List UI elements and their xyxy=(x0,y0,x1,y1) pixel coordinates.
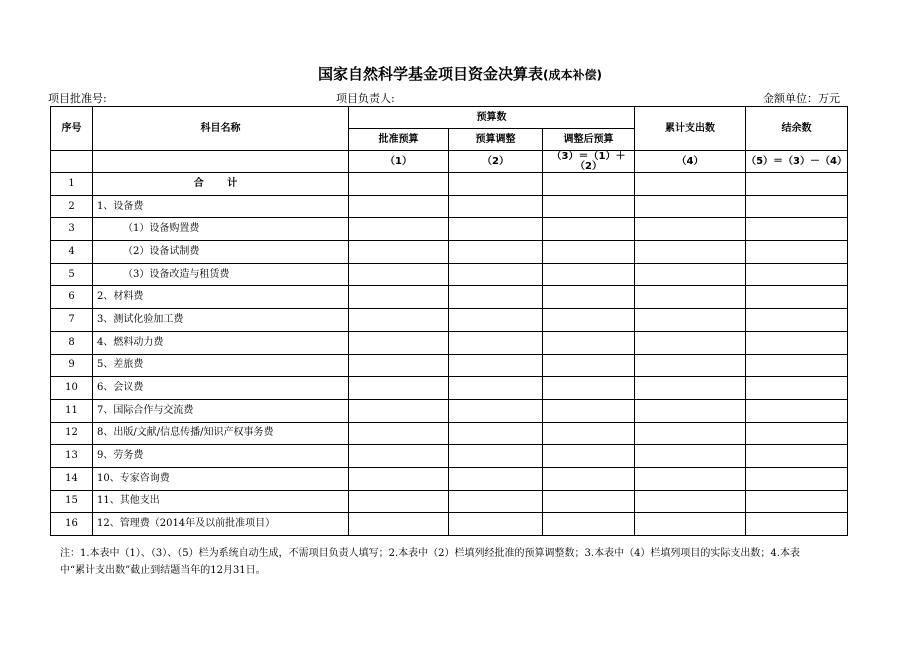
header-blank-seq xyxy=(51,151,93,173)
row-subject: 12、管理费（2014年及以前批准项目） xyxy=(93,513,349,536)
note-line-2: 中“累计支出数”截止到结题当年的12月31日。 xyxy=(60,565,266,576)
row-number: 11 xyxy=(51,399,93,422)
title-main: 国家自然科学基金项目资金决算表 xyxy=(318,65,544,83)
header-col2: （2） xyxy=(449,151,543,173)
amount-unit-label: 金额单位：万元 xyxy=(763,92,840,105)
header-seq: 序号 xyxy=(51,107,93,151)
table-row xyxy=(51,309,848,332)
row-subject: 10、专家咨询费 xyxy=(93,467,349,490)
cell-adjusted[interactable] xyxy=(543,309,635,332)
cell-adjust[interactable] xyxy=(449,490,543,513)
cell-balance[interactable] xyxy=(746,490,848,513)
table-row xyxy=(51,218,848,241)
row-subject: 合 计 xyxy=(93,173,349,196)
cell-adjusted[interactable] xyxy=(543,354,635,377)
row-number: 5 xyxy=(51,263,93,286)
table-row xyxy=(51,399,848,422)
cell-approved[interactable] xyxy=(349,195,449,218)
cell-adjusted[interactable] xyxy=(543,445,635,468)
row-number: 14 xyxy=(51,467,93,490)
table-row xyxy=(51,467,848,490)
cell-balance[interactable] xyxy=(746,195,848,218)
row-number: 2 xyxy=(51,195,93,218)
header-subject: 科目名称 xyxy=(93,107,349,151)
header-balance: 结余数 xyxy=(746,107,848,151)
cell-balance[interactable] xyxy=(746,218,848,241)
title-suffix: (成本补偿) xyxy=(543,68,602,82)
cell-balance[interactable] xyxy=(746,513,848,536)
row-number: 3 xyxy=(51,218,93,241)
row-subject: 4、燃料动力费 xyxy=(93,331,349,354)
row-number: 1 xyxy=(51,173,93,196)
table-row xyxy=(51,513,848,536)
cell-approved[interactable] xyxy=(349,399,449,422)
header-col4: （4） xyxy=(635,151,746,173)
cell-approved[interactable] xyxy=(349,241,449,264)
row-subject: 1、设备费 xyxy=(93,195,349,218)
cell-adjusted[interactable] xyxy=(543,377,635,400)
cell-approved[interactable] xyxy=(349,354,449,377)
cell-adjusted[interactable] xyxy=(543,173,635,196)
table-row xyxy=(51,263,848,286)
cell-cumulative[interactable] xyxy=(635,354,746,377)
cell-approved[interactable] xyxy=(349,218,449,241)
cell-adjusted[interactable] xyxy=(543,513,635,536)
cell-balance[interactable] xyxy=(746,354,848,377)
cell-cumulative[interactable] xyxy=(635,241,746,264)
cell-approved[interactable] xyxy=(349,445,449,468)
row-number: 9 xyxy=(51,354,93,377)
row-subject: 7、国际合作与交流费 xyxy=(93,399,349,422)
table-row xyxy=(51,445,848,468)
row-number: 6 xyxy=(51,286,93,309)
row-subject: 5、差旅费 xyxy=(93,354,349,377)
table-body xyxy=(51,173,848,536)
header-blank-subject xyxy=(93,151,349,173)
table-row xyxy=(51,490,848,513)
row-number: 7 xyxy=(51,309,93,332)
cell-adjusted[interactable] xyxy=(543,331,635,354)
row-subject: （2）设备试制费 xyxy=(93,241,349,264)
row-subject: 11、其他支出 xyxy=(93,490,349,513)
cell-cumulative[interactable] xyxy=(635,195,746,218)
header-budget: 预算数 xyxy=(349,107,635,129)
cell-cumulative[interactable] xyxy=(635,422,746,445)
cell-cumulative[interactable] xyxy=(635,490,746,513)
cell-balance[interactable] xyxy=(746,286,848,309)
cell-adjust[interactable] xyxy=(449,422,543,445)
cell-adjusted[interactable] xyxy=(543,286,635,309)
cell-adjust[interactable] xyxy=(449,331,543,354)
cell-approved[interactable] xyxy=(349,513,449,536)
header-cumulative: 累计支出数 xyxy=(635,107,746,151)
cell-approved[interactable] xyxy=(349,263,449,286)
project-leader-label: 项目负责人: xyxy=(336,92,395,105)
cell-approved[interactable] xyxy=(349,490,449,513)
cell-adjust[interactable] xyxy=(449,399,543,422)
row-number: 10 xyxy=(51,377,93,400)
row-subject: 6、会议费 xyxy=(93,377,349,400)
cell-adjust[interactable] xyxy=(449,513,543,536)
cell-approved[interactable] xyxy=(349,331,449,354)
cell-approved[interactable] xyxy=(349,173,449,196)
cell-cumulative[interactable] xyxy=(635,331,746,354)
page-title xyxy=(0,63,920,84)
cell-adjust[interactable] xyxy=(449,218,543,241)
header-adjusted: 调整后预算 xyxy=(543,129,635,151)
cell-cumulative[interactable] xyxy=(635,309,746,332)
row-number: 16 xyxy=(51,513,93,536)
cell-cumulative[interactable] xyxy=(635,467,746,490)
note-line-1: 注：1.本表中（1）、（3）、（5）栏为系统自动生成，不需项目负责人填写；2.本表中（2）栏填列经批准的预算调整数；3.本表中（4）栏填列项目的实际支出数；4.本表 xyxy=(60,548,800,559)
table-notes xyxy=(60,545,860,579)
cell-balance[interactable] xyxy=(746,309,848,332)
header-col5: （5）＝（3）－（4） xyxy=(746,151,848,173)
cell-cumulative[interactable] xyxy=(635,263,746,286)
row-subject: 9、劳务费 xyxy=(93,445,349,468)
header-approved: 批准预算 xyxy=(349,129,449,151)
cell-adjust[interactable] xyxy=(449,195,543,218)
row-number: 4 xyxy=(51,241,93,264)
cell-cumulative[interactable] xyxy=(635,399,746,422)
table-row xyxy=(51,331,848,354)
cell-adjusted[interactable] xyxy=(543,241,635,264)
row-number: 8 xyxy=(51,331,93,354)
cell-adjust[interactable] xyxy=(449,286,543,309)
cell-balance[interactable] xyxy=(746,241,848,264)
table-row xyxy=(51,354,848,377)
cell-adjusted[interactable] xyxy=(543,195,635,218)
cell-adjust[interactable] xyxy=(449,354,543,377)
cell-balance[interactable] xyxy=(746,445,848,468)
cell-adjust[interactable] xyxy=(449,467,543,490)
cell-balance[interactable] xyxy=(746,399,848,422)
cell-adjust[interactable] xyxy=(449,263,543,286)
cell-cumulative[interactable] xyxy=(635,377,746,400)
cell-adjusted[interactable] xyxy=(543,490,635,513)
cell-cumulative[interactable] xyxy=(635,513,746,536)
row-subject: 3、测试化验加工费 xyxy=(93,309,349,332)
table-row xyxy=(51,173,848,196)
cell-adjust[interactable] xyxy=(449,445,543,468)
cell-adjusted[interactable] xyxy=(543,263,635,286)
cell-balance[interactable] xyxy=(746,331,848,354)
header-col1: （1） xyxy=(349,151,449,173)
cell-approved[interactable] xyxy=(349,467,449,490)
header-adjust: 预算调整 xyxy=(449,129,543,151)
cell-cumulative[interactable] xyxy=(635,445,746,468)
cell-balance[interactable] xyxy=(746,422,848,445)
row-subject: 2、材料费 xyxy=(93,286,349,309)
row-number: 12 xyxy=(51,422,93,445)
table-row xyxy=(51,377,848,400)
row-subject: （1）设备购置费 xyxy=(93,218,349,241)
settlement-table xyxy=(50,106,848,536)
cell-adjusted[interactable] xyxy=(543,218,635,241)
cell-cumulative[interactable] xyxy=(635,218,746,241)
cell-adjust[interactable] xyxy=(449,173,543,196)
cell-adjusted[interactable] xyxy=(543,399,635,422)
table-row xyxy=(51,241,848,264)
cell-adjust[interactable] xyxy=(449,309,543,332)
cell-balance[interactable] xyxy=(746,173,848,196)
table-row xyxy=(51,286,848,309)
row-number: 15 xyxy=(51,490,93,513)
cell-approved[interactable] xyxy=(349,377,449,400)
row-subject: （3）设备改造与租赁费 xyxy=(93,263,349,286)
table-row xyxy=(51,195,848,218)
row-number: 13 xyxy=(51,445,93,468)
row-subject: 8、出版/文献/信息传播/知识产权事务费 xyxy=(93,422,349,445)
table-row xyxy=(51,422,848,445)
cell-approved[interactable] xyxy=(349,309,449,332)
cell-approved[interactable] xyxy=(349,422,449,445)
cell-cumulative[interactable] xyxy=(635,173,746,196)
cell-balance[interactable] xyxy=(746,263,848,286)
cell-adjusted[interactable] xyxy=(543,422,635,445)
approval-number-label: 项目批准号: xyxy=(48,92,107,105)
cell-approved[interactable] xyxy=(349,286,449,309)
cell-adjust[interactable] xyxy=(449,241,543,264)
cell-adjusted[interactable] xyxy=(543,467,635,490)
cell-cumulative[interactable] xyxy=(635,286,746,309)
cell-adjust[interactable] xyxy=(449,377,543,400)
cell-balance[interactable] xyxy=(746,377,848,400)
header-col3: （3）＝（1）＋（2） xyxy=(543,151,635,173)
cell-balance[interactable] xyxy=(746,467,848,490)
